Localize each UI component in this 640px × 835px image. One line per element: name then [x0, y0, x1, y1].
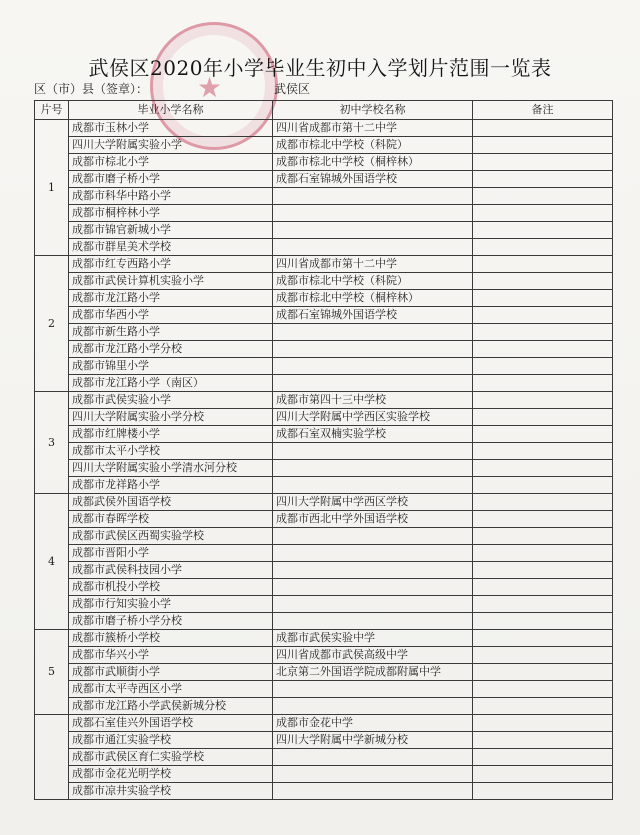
table-header-row [35, 101, 613, 120]
table-body [35, 120, 613, 800]
middle-school-cell: 四川大学附属中学西区学校 [273, 494, 473, 511]
table-row [35, 443, 613, 460]
primary-school-cell: 成都市华兴小学 [69, 647, 273, 664]
table-row [35, 698, 613, 715]
middle-school-cell: 成都市棕北中学校（桐梓林） [273, 290, 473, 307]
middle-school-cell [273, 579, 473, 596]
middle-school-cell [273, 205, 473, 222]
table-row [35, 766, 613, 783]
remark-cell [473, 562, 613, 579]
primary-school-cell: 成都市通江实验学校 [69, 732, 273, 749]
page-title: 武侯区2020年小学毕业生初中入学划片范围一览表 [88, 56, 552, 80]
primary-school-cell: 四川大学附属实验小学分校 [69, 409, 273, 426]
remark-cell [473, 256, 613, 273]
remark-cell [473, 222, 613, 239]
remark-cell [473, 545, 613, 562]
remark-cell [473, 715, 613, 732]
primary-school-cell: 成都市簇桥小学校 [69, 630, 273, 647]
zone-number: 1 [35, 120, 69, 256]
middle-school-cell [273, 341, 473, 358]
middle-school-cell [273, 545, 473, 562]
middle-school-cell [273, 358, 473, 375]
remark-cell [473, 749, 613, 766]
table-row [35, 579, 613, 596]
primary-school-cell: 成都市龙江路小学分校 [69, 341, 273, 358]
middle-school-cell [273, 766, 473, 783]
remark-cell [473, 171, 613, 188]
primary-school-cell: 成都市凉井实验学校 [69, 783, 273, 800]
primary-school-cell: 成都市磨子桥小学分校 [69, 613, 273, 630]
middle-school-cell [273, 562, 473, 579]
middle-school-cell: 成都市棕北中学校（桐梓林） [273, 154, 473, 171]
table-row [35, 562, 613, 579]
middle-school-cell [273, 375, 473, 392]
table-row [35, 613, 613, 630]
header-middle-school: 初中学校名称 [273, 101, 473, 120]
zone-number: 4 [35, 494, 69, 630]
table-row [35, 460, 613, 477]
primary-school-cell: 成都市红专西路小学 [69, 256, 273, 273]
remark-cell [473, 443, 613, 460]
table-row [35, 375, 613, 392]
district-name: 武侯区 [274, 82, 311, 96]
middle-school-cell: 成都市棕北中学校（科院） [273, 273, 473, 290]
middle-school-cell [273, 528, 473, 545]
star-icon: ★ [197, 71, 223, 104]
county-label: 区（市）县（签章）： [34, 82, 149, 96]
remark-cell [473, 120, 613, 137]
table-row [35, 222, 613, 239]
middle-school-cell: 成都市武侯实验中学 [273, 630, 473, 647]
zone-number: 2 [35, 256, 69, 392]
table-row [35, 188, 613, 205]
middle-school-cell [273, 324, 473, 341]
remark-cell [473, 358, 613, 375]
remark-cell [473, 290, 613, 307]
remark-cell [473, 528, 613, 545]
remark-cell [473, 579, 613, 596]
table-row [35, 205, 613, 222]
primary-school-cell: 成都市机投小学校 [69, 579, 273, 596]
remark-cell [473, 409, 613, 426]
remark-cell [473, 596, 613, 613]
header-primary-school: 毕业小学名称 [69, 101, 273, 120]
table-row [35, 409, 613, 426]
remark-cell [473, 324, 613, 341]
primary-school-cell: 成都市棕北小学 [69, 154, 273, 171]
primary-school-cell: 成都市红牌楼小学 [69, 426, 273, 443]
remark-cell [473, 783, 613, 800]
middle-school-cell: 四川大学附属中学新城分校 [273, 732, 473, 749]
middle-school-cell [273, 460, 473, 477]
table-row [35, 324, 613, 341]
middle-school-cell [273, 749, 473, 766]
zone-number [35, 715, 69, 800]
middle-school-cell [273, 681, 473, 698]
table-row [35, 494, 613, 511]
remark-cell [473, 511, 613, 528]
remark-cell [473, 392, 613, 409]
middle-school-cell: 成都石室双楠实验学校 [273, 426, 473, 443]
middle-school-cell [273, 222, 473, 239]
remark-cell [473, 681, 613, 698]
remark-cell [473, 460, 613, 477]
header-remark: 备注 [473, 101, 613, 120]
table-row [35, 392, 613, 409]
middle-school-cell [273, 188, 473, 205]
remark-cell [473, 647, 613, 664]
zone-number: 5 [35, 630, 69, 715]
middle-school-cell: 成都市金花中学 [273, 715, 473, 732]
primary-school-cell: 成都市科华中路小学 [69, 188, 273, 205]
remark-cell [473, 205, 613, 222]
zone-number: 3 [35, 392, 69, 494]
primary-school-cell: 成都市太平寺西区小学 [69, 681, 273, 698]
remark-cell [473, 664, 613, 681]
zoning-table [34, 100, 613, 800]
remark-cell [473, 239, 613, 256]
remark-cell [473, 630, 613, 647]
primary-school-cell: 成都市武侯区育仁实验学校 [69, 749, 273, 766]
header-zone: 片号 [35, 101, 69, 120]
table-row [35, 120, 613, 137]
remark-cell [473, 494, 613, 511]
remark-cell [473, 732, 613, 749]
middle-school-cell: 成都市棕北中学校（科院） [273, 137, 473, 154]
remark-cell [473, 375, 613, 392]
primary-school-cell: 成都市龙祥路小学 [69, 477, 273, 494]
table-row [35, 647, 613, 664]
primary-school-cell: 成都市武侯区西蜀实验学校 [69, 528, 273, 545]
primary-school-cell: 成都市武侯科技园小学 [69, 562, 273, 579]
table-row [35, 137, 613, 154]
primary-school-cell: 成都市桐梓林小学 [69, 205, 273, 222]
table-row [35, 545, 613, 562]
primary-school-cell: 成都市行知实验小学 [69, 596, 273, 613]
table-row [35, 239, 613, 256]
table-row [35, 426, 613, 443]
primary-school-cell: 成都市锦里小学 [69, 358, 273, 375]
primary-school-cell: 成都市金花光明学校 [69, 766, 273, 783]
primary-school-cell: 四川大学附属实验小学清水河分校 [69, 460, 273, 477]
table-row [35, 715, 613, 732]
primary-school-cell: 成都市武顺街小学 [69, 664, 273, 681]
table-row [35, 528, 613, 545]
primary-school-cell: 成都市群星美术学校 [69, 239, 273, 256]
document-meta [34, 80, 311, 97]
primary-school-cell: 成都市锦官新城小学 [69, 222, 273, 239]
remark-cell [473, 341, 613, 358]
primary-school-cell: 四川大学附属实验小学 [69, 137, 273, 154]
remark-cell [473, 188, 613, 205]
middle-school-cell: 四川省成都市第十二中学 [273, 256, 473, 273]
primary-school-cell: 成都市龙江路小学武侯新城分校 [69, 698, 273, 715]
table-row [35, 273, 613, 290]
primary-school-cell: 成都市春晖学校 [69, 511, 273, 528]
remark-cell [473, 766, 613, 783]
remark-cell [473, 613, 613, 630]
primary-school-cell: 成都市太平小学校 [69, 443, 273, 460]
primary-school-cell: 成都市新生路小学 [69, 324, 273, 341]
middle-school-cell: 成都市第四十三中学校 [273, 392, 473, 409]
middle-school-cell: 四川省成都市第十二中学 [273, 120, 473, 137]
primary-school-cell: 成都市龙江路小学 [69, 290, 273, 307]
middle-school-cell [273, 698, 473, 715]
primary-school-cell: 成都市磨子桥小学 [69, 171, 273, 188]
table-row [35, 290, 613, 307]
table-row [35, 154, 613, 171]
table-row [35, 732, 613, 749]
table-row [35, 358, 613, 375]
table-row [35, 477, 613, 494]
remark-cell [473, 426, 613, 443]
primary-school-cell: 成都市武侯计算机实验小学 [69, 273, 273, 290]
table-row [35, 256, 613, 273]
primary-school-cell: 成都市武侯实验小学 [69, 392, 273, 409]
table-row [35, 664, 613, 681]
middle-school-cell [273, 477, 473, 494]
table-row [35, 171, 613, 188]
primary-school-cell: 成都市玉林小学 [69, 120, 273, 137]
primary-school-cell: 成都市龙江路小学（南区） [69, 375, 273, 392]
primary-school-cell: 成都市晋阳小学 [69, 545, 273, 562]
table-row [35, 596, 613, 613]
middle-school-cell [273, 443, 473, 460]
table-row [35, 749, 613, 766]
middle-school-cell [273, 783, 473, 800]
middle-school-cell: 成都市西北中学外国语学校 [273, 511, 473, 528]
table-row [35, 307, 613, 324]
middle-school-cell: 四川省成都市武侯高级中学 [273, 647, 473, 664]
middle-school-cell [273, 596, 473, 613]
table-row [35, 511, 613, 528]
table-row [35, 341, 613, 358]
primary-school-cell: 成都石室佳兴外国语学校 [69, 715, 273, 732]
middle-school-cell: 成都石室锦城外国语学校 [273, 171, 473, 188]
primary-school-cell: 成都武侯外国语学校 [69, 494, 273, 511]
remark-cell [473, 698, 613, 715]
table-row [35, 783, 613, 800]
middle-school-cell: 北京第二外国语学院成都附属中学 [273, 664, 473, 681]
remark-cell [473, 273, 613, 290]
middle-school-cell: 四川大学附属中学西区实验学校 [273, 409, 473, 426]
table-row [35, 630, 613, 647]
remark-cell [473, 477, 613, 494]
middle-school-cell [273, 613, 473, 630]
middle-school-cell: 成都石室锦城外国语学校 [273, 307, 473, 324]
primary-school-cell: 成都市华西小学 [69, 307, 273, 324]
remark-cell [473, 307, 613, 324]
middle-school-cell [273, 239, 473, 256]
remark-cell [473, 154, 613, 171]
table-row [35, 681, 613, 698]
remark-cell [473, 137, 613, 154]
